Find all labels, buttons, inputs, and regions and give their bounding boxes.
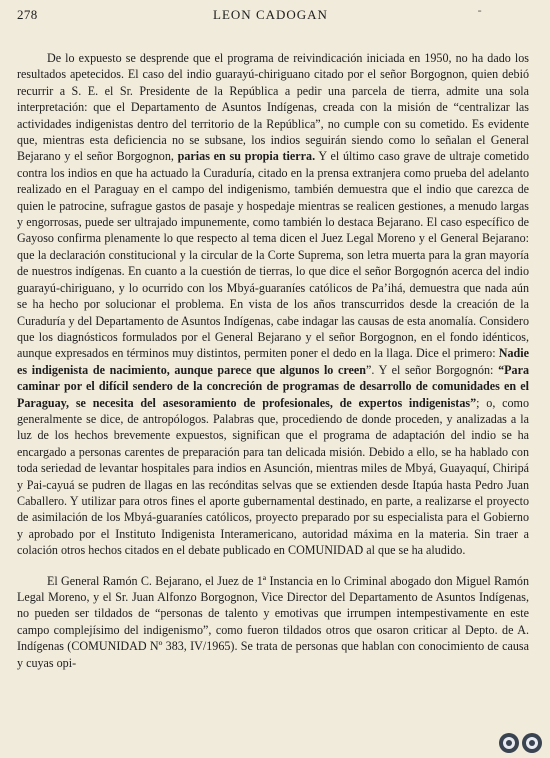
text-segment: ”. Y el señor Borgognón: <box>366 362 499 377</box>
bold-phrase: Nadie es indigenista de nacimiento, aunque parece que algunos lo creen <box>17 346 529 377</box>
bold-phrase: parias en su propia tierra. <box>177 149 316 164</box>
header-author: LEON CADOGAN <box>213 7 328 22</box>
running-header <box>17 3 524 27</box>
text-segment: De lo expuesto se desprende que el programa de reivindicación iniciada en 1950, no ha dado los resultados apetecidos. El caso del indio guarayú-chiriguano citado por el señor Borgognon, quien debió recurrir a S. E. el Sr. Presidente de la República a pedir una parcela de tierra, admite una sola interpretación: que el Departamento de Asuntos Indígenas, creada con la misión de “centralizar las actividades indigenistas dentro del territorio de la República”, no cumple con su cometido. Es evidente que, mientras esta deficiencia no se subsane, los indios seguirán siendo como lo señalan el General Bejarano y el señor Borgognon, <box>17 51 529 164</box>
text-segment: Y el último caso grave de ultraje cometido contra los indios en que ha actuado la Curaduría, citado en la prensa extranjera como prueba del adelanto realizado en el Paraguay en el campo del indigenismo, también demuestra que el indio que carezca de quien le patrocine, sufrague gastos de pasaje y hospedaje mientras se realicen gestiones, a menudo largas y engorrosas, puede ser ultrajado impunemente, como también lo destaca Bejarano. El caso específico de Gayoso confirma plenamente lo que respecto al tema dicen el Juez Legal Moreno y el General Bejarano: que la declaración constitucional y la circular de la Corte Suprema, son letra muerta para la gran mayoría de nuestros indígenas. En cuanto a la cuestión de tierras, lo que dice el señor Borgognón acerca del indio guarayú-chiriguano, y lo ocurrido con los Mbyá-guaraníes católicos de Pa’ihá, demuestra que nada aún se ha hecho por solucionar el problema. En vista de los años transcurridos desde la creación de la Curaduría y del Departamento de Asuntos Indígenas, cabe indagar las causas de esta anomalía. Considero que los diagnósticos formulados por el General Bejarano y el señor Borgognon, en el fondo idénticos, aunque expresados en términos muy distintos, permiten poner el dedo en la llaga. Dice el primero: <box>17 149 529 361</box>
bold-phrase: “Para caminar por el difícil sendero de la concreción de programas de desarrollo de comunidades en el Paraguay, se necesita del asesoramiento de profesionales, de expertos indigenistas” <box>17 362 529 410</box>
paragraph <box>17 50 529 559</box>
body-text <box>17 50 529 671</box>
watermark-logo-icon <box>498 732 544 754</box>
text-segment: ; o, como generalmente se dice, de antropólogos. Palabras que, procediendo de donde proceden, y analizadas a la luz de los hechos brevemente expuestos, significan que el programa de adaptación del indio se ha encargado a personas carentes de preparación para tan delicada misión. Debido a ello, se ha hablado con toda seriedad de levantar hospitales para indios en Asunción, mientras miles de Mbyá, Guayaquí, Chiripá y Pai-cayuá se pudren de llagas en las recónditas selvas que se extienden desde Itapúa hasta Pedro Juan Caballero. Y utilizar para otros fines el aporte gubernamental destinado, en parte, a realizarse el proyecto de asimilación de los Mbyá-guaraníes católicos, proyecto preparado por su especialista para el Gobierno y aprobado por el Instituto Indigenista Interamericano, autoridad máxima en la materia. Sin traer a colación otros hechos citados en el debate publicado en COMUNIDAD al que se ha aludido. <box>17 395 529 558</box>
header-corner-mark: - <box>477 3 482 17</box>
paragraph <box>17 573 529 671</box>
page-number: 278 <box>17 7 38 22</box>
text-segment: El General Ramón C. Bejarano, el Juez de 1ª Instancia en lo Criminal abogado don Miguel Ramón Legal Moreno, y el Sr. Juan Alfonzo Borgognon, Vice Director del Departamento de Asuntos Indígenas, no pueden ser tildados de “personas de talento y emotivas que irrumpen intempestivamente en este campo complejísimo del indigenismo”, como fueron tildados otros que osaron criticar al Depto. de A. Indígenas (COMUNIDAD Nº 383, IV/1965). Se trata de personas que hablan con conocimiento de causa y cuyas opi- <box>17 573 529 670</box>
